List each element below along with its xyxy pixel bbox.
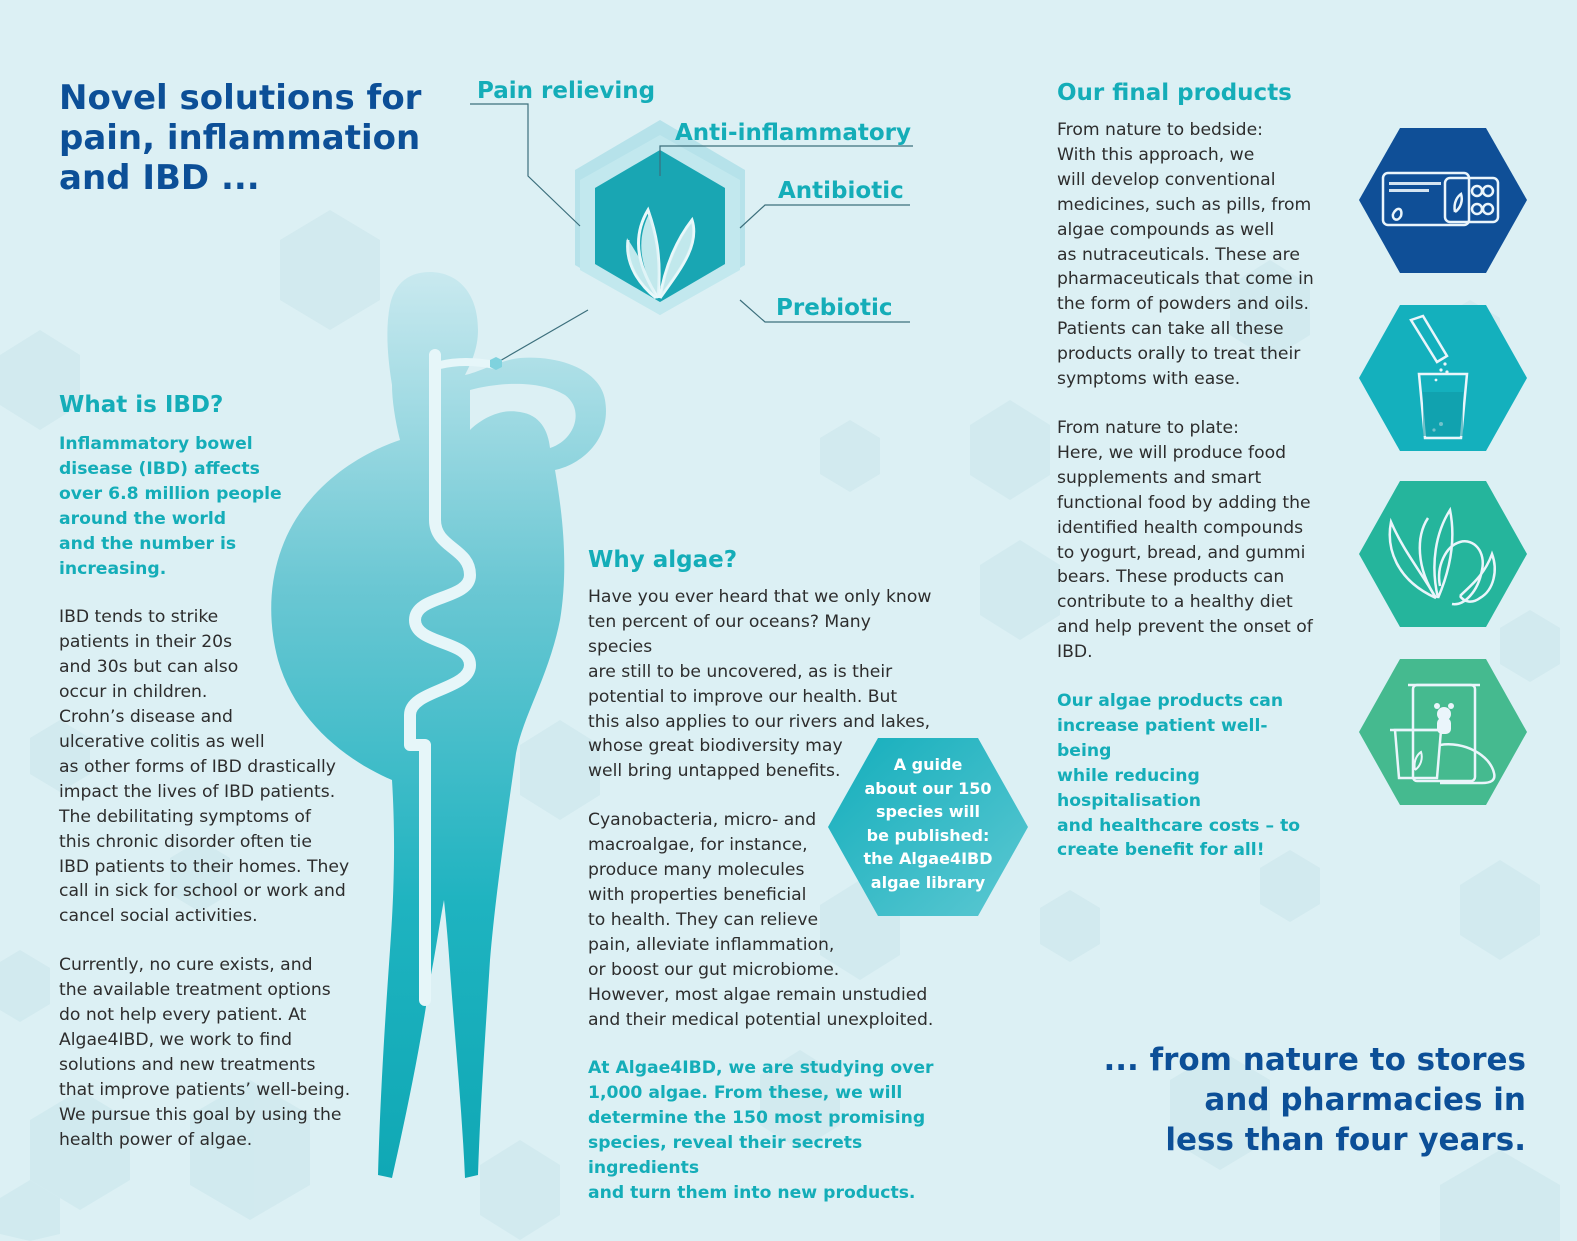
text-line: products orally to treat their	[1057, 344, 1301, 365]
text-line: pharmaceuticals that come in	[1057, 269, 1314, 290]
label-pain-relieving: Pain relieving	[477, 78, 656, 104]
products-heading: Our final products	[1057, 80, 1292, 106]
algae-heading: Why algae?	[588, 547, 738, 573]
powder-cup-icon	[1359, 305, 1527, 451]
text-line: At Algae4IBD, we are studying over	[588, 1058, 934, 1079]
text-line: From nature to bedside:	[1057, 120, 1263, 140]
closing-line: and pharmacies in	[1204, 1082, 1526, 1118]
text-line: and their medical potential unexploited.	[588, 1009, 934, 1030]
text-line: and the number is	[59, 533, 237, 554]
guide-badge-text	[848, 753, 1008, 894]
label-antibiotic: Antibiotic	[778, 178, 904, 204]
text-line: determine the 150 most promising	[588, 1108, 926, 1129]
ibd-intro	[59, 432, 351, 581]
products-section	[1057, 80, 1321, 863]
text-line: Cyanobacteria, micro- and	[588, 810, 817, 831]
text-line: Currently, no cure exists, and	[59, 955, 313, 976]
main-title	[59, 78, 421, 198]
text-line: pain, alleviate inflammation,	[588, 934, 835, 955]
text-line: The debilitating symptoms of	[59, 806, 311, 827]
ibd-heading: What is IBD?	[59, 392, 224, 418]
text-line: From nature to plate:	[1057, 417, 1239, 438]
text-line: about our 150	[864, 778, 992, 798]
text-line: ulcerative colitis as well	[59, 731, 265, 752]
text-line: However, most algae remain unstudied	[588, 984, 928, 1005]
text-line: Have you ever heard that we only know	[588, 587, 932, 607]
text-line: this chronic disorder often tie	[59, 831, 312, 852]
main-title-line: and IBD ...	[59, 158, 260, 198]
ibd-section	[59, 392, 351, 1152]
text-line: call in sick for school or work and	[59, 881, 346, 902]
text-line: symptoms with ease.	[1057, 369, 1241, 390]
text-line: that improve patients’ well-being.	[59, 1079, 351, 1100]
text-line: the form of powders and oils.	[1057, 294, 1309, 315]
text-line: supplements and smart	[1057, 467, 1262, 488]
text-line: and turn them into new products.	[588, 1182, 916, 1203]
products-paragraph-3	[1057, 689, 1321, 863]
text-line: around the world	[59, 508, 227, 529]
algae-paragraph-3	[588, 1056, 940, 1205]
text-line: the available treatment options	[59, 980, 331, 1001]
text-line: A guide	[893, 755, 963, 774]
food-jars-icon	[1359, 659, 1527, 805]
text-line: functional food by adding the	[1057, 492, 1311, 513]
text-line: are still to be uncovered, as is their	[588, 661, 893, 682]
text-line: IBD patients to their homes. They	[59, 856, 350, 877]
text-line: Inflammatory bowel	[59, 434, 253, 454]
text-line: this also applies to our rivers and lakes,	[588, 711, 931, 732]
text-line: Crohn’s disease and	[59, 707, 233, 728]
ibd-paragraph-2	[59, 605, 351, 929]
text-line: algae library	[870, 872, 986, 892]
algae-leaves-icon	[1359, 481, 1527, 627]
text-line: with properties beneficial	[588, 884, 807, 905]
text-line: and 30s but can also	[59, 657, 239, 678]
text-line: potential to improve our health. But	[588, 686, 898, 707]
text-line: With this approach, we	[1057, 144, 1255, 165]
text-line: patients in their 20s	[59, 632, 233, 653]
text-line: Algae4IBD, we work to find	[59, 1029, 293, 1050]
text-line: create benefit for all!	[1057, 840, 1265, 861]
text-line: 1,000 algae. From these, we will	[588, 1083, 903, 1104]
text-line: increase patient well-being	[1057, 715, 1268, 761]
text-line: algae compounds as well	[1057, 219, 1275, 240]
text-line: or boost our gut microbiome.	[588, 959, 840, 980]
text-line: increasing.	[59, 558, 167, 579]
text-line: be published:	[866, 825, 990, 845]
text-line: medicines, such as pills, from	[1057, 194, 1312, 215]
text-line: Here, we will produce food	[1057, 442, 1287, 463]
text-line: will develop conventional	[1057, 169, 1276, 190]
text-line: Patients can take all these	[1057, 319, 1284, 340]
ibd-paragraph-3	[59, 953, 351, 1152]
text-line: whose great biodiversity may	[588, 736, 843, 757]
closing-line: ... from nature to stores	[1103, 1042, 1526, 1078]
products-paragraph-1	[1057, 118, 1321, 392]
text-line: the Algae4IBD	[863, 849, 993, 868]
product-icons	[1355, 125, 1530, 810]
closing-line: less than four years.	[1165, 1122, 1526, 1158]
text-line: produce many molecules	[588, 860, 805, 881]
main-title-line: Novel solutions for	[59, 78, 422, 118]
text-line: while reducing hospitalisation	[1057, 765, 1202, 811]
label-prebiotic: Prebiotic	[776, 295, 893, 321]
label-anti-inflammatory: Anti-inflammatory	[675, 120, 912, 146]
text-line: species, reveal their secrets ingredients	[588, 1133, 863, 1179]
products-paragraph-2	[1057, 416, 1321, 665]
text-line: and healthcare costs – to	[1057, 815, 1301, 836]
text-line: IBD.	[1057, 642, 1093, 663]
text-line: to yogurt, bread, and gummi	[1057, 542, 1306, 563]
text-line: to health. They can relieve	[588, 909, 819, 930]
text-line: and help prevent the onset of	[1057, 617, 1313, 638]
text-line: We pursue this goal by using the	[59, 1104, 342, 1125]
text-line: as other forms of IBD drastically	[59, 756, 336, 777]
text-line: identified health compounds	[1057, 517, 1304, 538]
text-line: well bring untapped benefits.	[588, 761, 841, 782]
main-title-line: pain, inflammation	[59, 118, 421, 158]
text-line: health power of algae.	[59, 1129, 253, 1150]
text-line: bears. These products can	[1057, 567, 1285, 588]
closing-statement	[1030, 1040, 1526, 1160]
text-line: contribute to a healthy diet	[1057, 592, 1293, 613]
text-line: cancel social activities.	[59, 906, 258, 927]
text-line: do not help every patient. At	[59, 1005, 307, 1026]
text-line: ten percent of our oceans? Many species	[588, 611, 871, 657]
text-line: Our algae products can	[1057, 691, 1284, 712]
text-line: macroalgae, for instance,	[588, 835, 808, 856]
text-line: occur in children.	[59, 682, 208, 703]
text-line: over 6.8 million people	[59, 483, 282, 504]
text-line: impact the lives of IBD patients.	[59, 781, 336, 802]
text-line: species will	[876, 802, 980, 821]
text-line: as nutraceuticals. These are	[1057, 244, 1300, 265]
text-line: solutions and new treatments	[59, 1054, 316, 1075]
text-line: disease (IBD) affects	[59, 458, 260, 479]
text-line: IBD tends to strike	[59, 607, 219, 628]
pill-blister-icon	[1359, 128, 1527, 273]
